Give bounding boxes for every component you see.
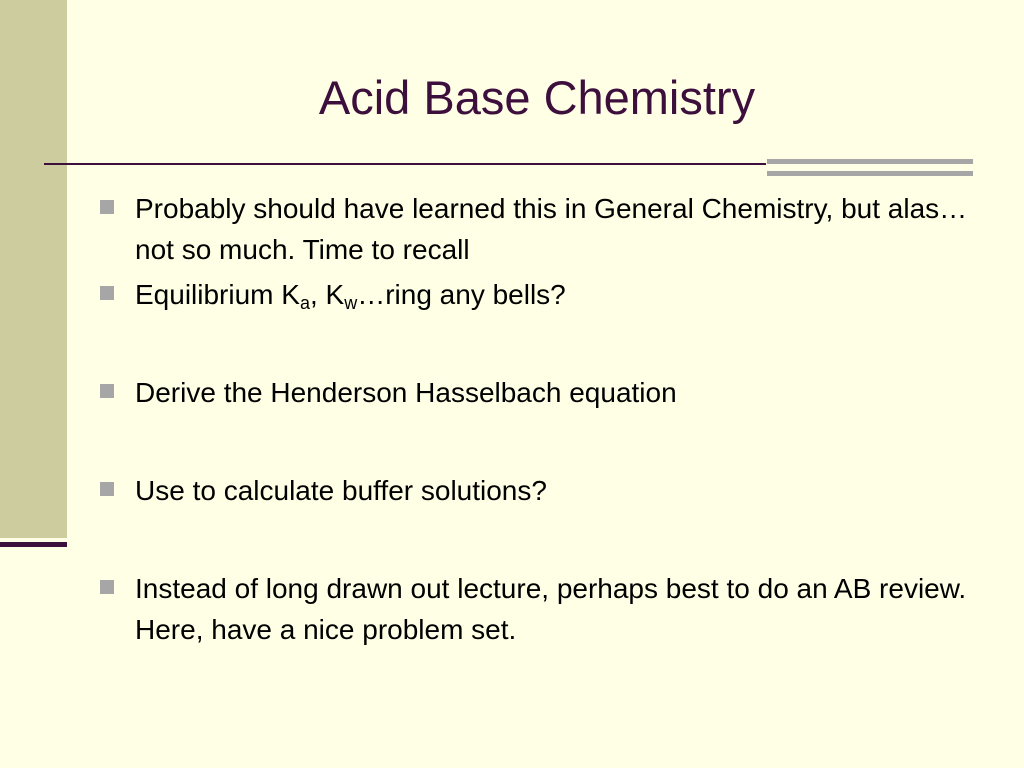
bullet-list bbox=[100, 188, 1000, 650]
bullet-text: Use to calculate buffer solutions? bbox=[135, 475, 547, 506]
bullet-text: Instead of long drawn out lecture, perhaps best to do an AB review. Here, have a nice problem set. bbox=[135, 573, 967, 645]
subscript-w: w bbox=[344, 293, 358, 313]
bullet-text-middle: , K bbox=[309, 279, 345, 310]
bullet-text-suffix: …ring any bells? bbox=[357, 279, 566, 310]
bullet-text bbox=[135, 279, 566, 313]
left-accent-line bbox=[0, 542, 67, 547]
bullet-item bbox=[100, 274, 1000, 315]
title-divider bbox=[44, 163, 766, 165]
bullet-item bbox=[100, 372, 1000, 413]
square-bullet-icon bbox=[100, 384, 114, 398]
subscript-a: a bbox=[299, 293, 310, 313]
square-bullet-icon bbox=[100, 482, 114, 496]
square-bullet-icon bbox=[100, 580, 114, 594]
title-accent-bar-top bbox=[767, 159, 973, 164]
bullet-text-prefix: Equilibrium K bbox=[135, 279, 300, 310]
title-accent-bar-bottom bbox=[767, 171, 973, 176]
slide-title: Acid Base Chemistry bbox=[318, 71, 756, 124]
bullet-item bbox=[100, 188, 1000, 270]
bullet-item bbox=[100, 470, 1000, 511]
bullet-text: Derive the Henderson Hasselbach equation bbox=[135, 377, 677, 408]
square-bullet-icon bbox=[100, 200, 114, 214]
bullet-item bbox=[100, 568, 1000, 650]
square-bullet-icon bbox=[100, 286, 114, 300]
bullet-text: Probably should have learned this in General Chemistry, but alas…not so much. Time to recall bbox=[135, 193, 968, 265]
